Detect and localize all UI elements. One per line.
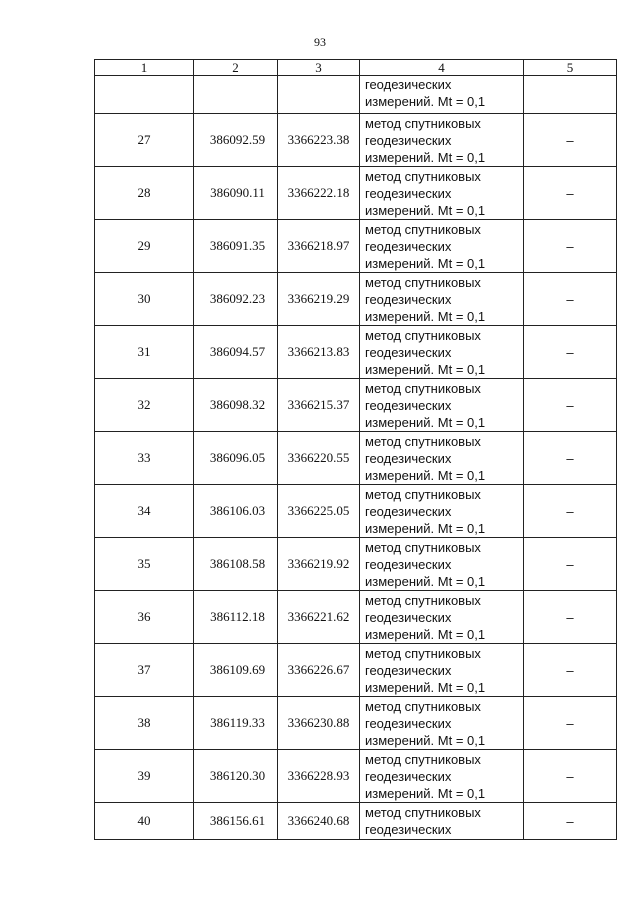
cell-method — [360, 114, 524, 167]
cell-note: – — [524, 379, 617, 432]
method-line: геодезических — [365, 504, 452, 519]
cell-x: 386091.35 — [194, 220, 278, 273]
cell-number: 40 — [95, 803, 194, 840]
method-line: измерений. Mt = 0,1 — [365, 574, 486, 589]
cell-y: 3366219.92 — [278, 538, 360, 591]
table-row — [95, 803, 617, 840]
method-line: геодезических — [365, 451, 452, 466]
cell-x: 386109.69 — [194, 644, 278, 697]
cell-x: 386120.30 — [194, 750, 278, 803]
method-line: измерений. Mt = 0,1 — [365, 309, 486, 324]
method-line: метод спутниковых — [365, 222, 481, 237]
method-line: геодезических — [365, 77, 452, 92]
table-row — [95, 644, 617, 697]
method-line: метод спутниковых — [365, 116, 481, 131]
cell-y — [278, 76, 360, 114]
header-row — [95, 60, 617, 76]
cell-number: 36 — [95, 591, 194, 644]
cell-method — [360, 220, 524, 273]
method-line: метод спутниковых — [365, 699, 481, 714]
cell-method — [360, 538, 524, 591]
cell-x: 386119.33 — [194, 697, 278, 750]
method-line: метод спутниковых — [365, 169, 481, 184]
cell-y: 3366215.37 — [278, 379, 360, 432]
method-line: геодезических — [365, 239, 452, 254]
cell-y: 3366221.62 — [278, 591, 360, 644]
table-row — [95, 114, 617, 167]
method-line: измерений. Mt = 0,1 — [365, 786, 486, 801]
cell-y: 3366228.93 — [278, 750, 360, 803]
cell-note: – — [524, 326, 617, 379]
cell-method — [360, 273, 524, 326]
method-line: метод спутниковых — [365, 434, 481, 449]
header-col-1: 1 — [95, 60, 194, 76]
page-number: 93 — [314, 35, 326, 49]
cell-method — [360, 432, 524, 485]
method-line: измерений. Mt = 0,1 — [365, 415, 486, 430]
cell-x: 386108.58 — [194, 538, 278, 591]
method-line: геодезических — [365, 345, 452, 360]
table-row — [95, 750, 617, 803]
cell-y: 3366230.88 — [278, 697, 360, 750]
table-row — [95, 273, 617, 326]
cell-number: 38 — [95, 697, 194, 750]
cell-y: 3366213.83 — [278, 326, 360, 379]
method-line: геодезических — [365, 769, 452, 784]
cell-x: 386094.57 — [194, 326, 278, 379]
cell-x: 386098.32 — [194, 379, 278, 432]
coordinates-table — [94, 59, 617, 840]
cell-x: 386096.05 — [194, 432, 278, 485]
cell-x — [194, 76, 278, 114]
cell-note: – — [524, 220, 617, 273]
cell-number: 27 — [95, 114, 194, 167]
cell-note: – — [524, 644, 617, 697]
cell-y: 3366222.18 — [278, 167, 360, 220]
cell-number: 35 — [95, 538, 194, 591]
method-line: метод спутниковых — [365, 487, 481, 502]
cell-note: – — [524, 485, 617, 538]
cell-y: 3366223.38 — [278, 114, 360, 167]
method-line: геодезических — [365, 398, 452, 413]
method-line: метод спутниковых — [365, 540, 481, 555]
cell-number: 29 — [95, 220, 194, 273]
method-line: измерений. Mt = 0,1 — [365, 627, 486, 642]
method-line: геодезических — [365, 663, 452, 678]
cell-x: 386106.03 — [194, 485, 278, 538]
cell-method — [360, 803, 524, 840]
table-row — [95, 220, 617, 273]
cell-number: 31 — [95, 326, 194, 379]
method-line: измерений. Mt = 0,1 — [365, 362, 486, 377]
cell-number: 32 — [95, 379, 194, 432]
table-row — [95, 485, 617, 538]
cell-note: – — [524, 538, 617, 591]
cell-number: 28 — [95, 167, 194, 220]
cell-x: 386092.59 — [194, 114, 278, 167]
cell-number — [95, 76, 194, 114]
method-line: геодезических — [365, 610, 452, 625]
cell-number: 37 — [95, 644, 194, 697]
table-row — [95, 326, 617, 379]
continuation-row — [95, 76, 617, 114]
table-row — [95, 379, 617, 432]
method-line: измерений. Mt = 0,1 — [365, 680, 486, 695]
cell-method — [360, 326, 524, 379]
method-line: метод спутниковых — [365, 752, 481, 767]
cell-y: 3366225.05 — [278, 485, 360, 538]
cell-note: – — [524, 750, 617, 803]
method-line: метод спутниковых — [365, 381, 481, 396]
method-line: геодезических — [365, 822, 452, 837]
cell-x: 386092.23 — [194, 273, 278, 326]
cell-method — [360, 485, 524, 538]
cell-method — [360, 644, 524, 697]
cell-y: 3366240.68 — [278, 803, 360, 840]
cell-method — [360, 750, 524, 803]
cell-x: 386112.18 — [194, 591, 278, 644]
header-col-3: 3 — [278, 60, 360, 76]
method-line: геодезических — [365, 716, 452, 731]
cell-note: – — [524, 432, 617, 485]
method-line: геодезических — [365, 133, 452, 148]
cell-x: 386090.11 — [194, 167, 278, 220]
method-line: измерений. Mt = 0,1 — [365, 94, 486, 109]
table-row — [95, 591, 617, 644]
method-line: измерений. Mt = 0,1 — [365, 203, 486, 218]
cell-y: 3366226.67 — [278, 644, 360, 697]
method-line: метод спутниковых — [365, 805, 481, 820]
cell-note: – — [524, 273, 617, 326]
cell-number: 33 — [95, 432, 194, 485]
method-line: метод спутниковых — [365, 328, 481, 343]
cell-number: 34 — [95, 485, 194, 538]
header-col-4: 4 — [360, 60, 524, 76]
table-row — [95, 167, 617, 220]
cell-y: 3366218.97 — [278, 220, 360, 273]
method-line: метод спутниковых — [365, 275, 481, 290]
method-line: измерений. Mt = 0,1 — [365, 256, 486, 271]
cell-method — [360, 167, 524, 220]
cell-x: 386156.61 — [194, 803, 278, 840]
method-line: измерений. Mt = 0,1 — [365, 150, 486, 165]
cell-note: – — [524, 114, 617, 167]
method-line: метод спутниковых — [365, 646, 481, 661]
cell-note: – — [524, 803, 617, 840]
method-line: геодезических — [365, 557, 452, 572]
method-line: геодезических — [365, 292, 452, 307]
header-col-5: 5 — [524, 60, 617, 76]
cell-note — [524, 76, 617, 114]
method-line: геодезических — [365, 186, 452, 201]
cell-number: 39 — [95, 750, 194, 803]
method-line: измерений. Mt = 0,1 — [365, 521, 486, 536]
method-line: метод спутниковых — [365, 593, 481, 608]
table-body — [95, 76, 617, 840]
table-row — [95, 697, 617, 750]
cell-note: – — [524, 697, 617, 750]
cell-y: 3366219.29 — [278, 273, 360, 326]
header-col-2: 2 — [194, 60, 278, 76]
cell-y: 3366220.55 — [278, 432, 360, 485]
table-row — [95, 538, 617, 591]
method-line: измерений. Mt = 0,1 — [365, 733, 486, 748]
cell-method — [360, 76, 524, 114]
method-line: измерений. Mt = 0,1 — [365, 468, 486, 483]
cell-note: – — [524, 167, 617, 220]
cell-note: – — [524, 591, 617, 644]
table-row — [95, 432, 617, 485]
cell-method — [360, 697, 524, 750]
cell-number: 30 — [95, 273, 194, 326]
cell-method — [360, 379, 524, 432]
cell-method — [360, 591, 524, 644]
